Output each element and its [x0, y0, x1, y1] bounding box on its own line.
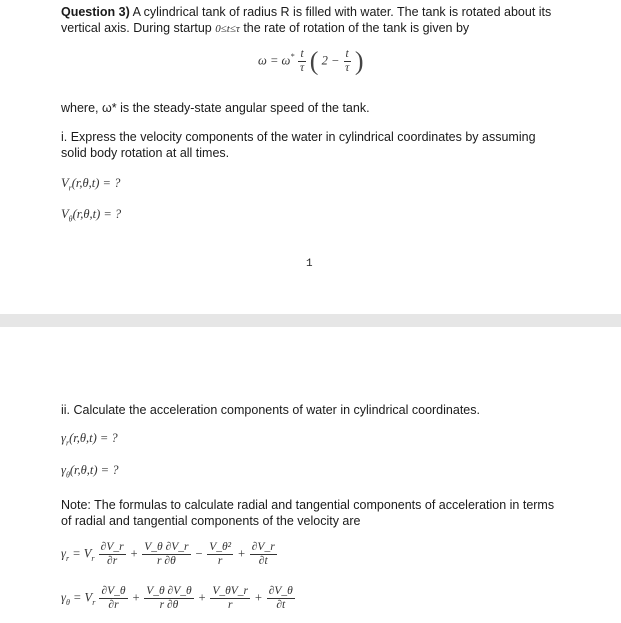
omega-equation: [258, 48, 364, 75]
eqr-op1: +: [129, 546, 139, 561]
vtheta-sub: θ: [68, 214, 73, 224]
eqr-f1-den: ∂r: [107, 555, 118, 567]
note-text: Note: The formulas to calculate radial and tangential components of acceleration in terms of radial and tangential components of the velocity are: [61, 498, 555, 528]
question-label: Question 3): [61, 5, 130, 19]
vr-expression: [61, 176, 120, 193]
eqr-eq: = V: [69, 546, 92, 561]
eqt-f1-num: ∂V_θ: [101, 585, 126, 597]
eqr-v-sub: r: [91, 553, 95, 563]
eqr-lhs-sub: r: [65, 553, 70, 563]
vtheta-symbol: V: [61, 207, 69, 221]
eqr-f2-den: r ∂θ: [157, 555, 176, 567]
gr-rest: (r,θ,t) = ?: [69, 431, 118, 445]
question-intro: [61, 4, 571, 37]
vtheta-rest: (r,θ,t) = ?: [72, 207, 122, 221]
eqr-op2: −: [194, 546, 204, 561]
page-number: 1: [306, 258, 313, 270]
eqr-frac2: [142, 541, 190, 568]
eqt-op1: +: [131, 590, 141, 605]
eqt-f2-den: r ∂θ: [159, 599, 179, 611]
vr-sub: r: [68, 183, 72, 193]
where-text: where, ω* is the steady-state angular speed of the tank.: [61, 101, 370, 115]
gr-symbol: γ: [61, 431, 66, 445]
gtheta-sub: θ: [65, 470, 70, 480]
eqt-op3: +: [254, 590, 263, 605]
part-i-text: i. Express the velocity components of the water in cylindrical coordinates by assuming solid body rotation at all times.: [61, 130, 536, 160]
eqr-frac3: [207, 541, 233, 568]
gtheta-rest: (r,θ,t) = ?: [69, 463, 119, 477]
eqt-frac1: [99, 585, 127, 612]
question-intro-tail: the rate of rotation of the tank is given by: [243, 21, 470, 35]
radial-acceleration-equation: [61, 541, 278, 568]
eqt-frac3: [210, 585, 250, 612]
vtheta-expression: [61, 207, 121, 224]
eqt-lhs: γ: [61, 590, 66, 605]
eqt-v-sub: r: [92, 597, 96, 607]
eqt-f4-num: ∂V_θ: [268, 585, 293, 597]
omega-frac1-den: τ: [300, 62, 305, 74]
omega-frac2-den: τ: [345, 62, 350, 74]
omega-frac2: [344, 48, 351, 75]
eqr-f2-num: V_θ ∂V_r: [144, 541, 189, 553]
eqr-f3-num: V_θ²: [209, 541, 232, 553]
eqr-f3-den: r: [217, 555, 223, 567]
omega-star: *: [290, 52, 295, 62]
omega-frac2-num: t: [345, 48, 349, 60]
right-paren: ): [354, 46, 364, 76]
eqt-f1-den: ∂r: [108, 599, 119, 611]
vr-rest: (r,θ,t) = ?: [71, 176, 121, 190]
page-separator: [0, 314, 621, 327]
eqr-frac4: [250, 541, 277, 568]
eqt-lhs-sub: θ: [65, 597, 70, 607]
eqr-lhs: γ: [61, 546, 66, 561]
eqr-f1-num: ∂V_r: [100, 541, 124, 553]
eqt-frac4: [267, 585, 295, 612]
eqt-f3-num: V_θV_r: [212, 585, 249, 597]
question-intro-text: A cylindrical tank of radius R is filled with water. The tank is rotated about its vertical axis. During startup: [61, 5, 552, 35]
gtheta-expression: [61, 463, 118, 480]
eqr-frac1: [99, 541, 126, 568]
eqr-f4-num: ∂V_r: [251, 541, 275, 553]
document-page-2: [0, 327, 621, 623]
gr-sub: r: [65, 438, 70, 448]
tangential-acceleration-equation: [61, 585, 296, 612]
omega-inner-left: 2 −: [321, 53, 340, 68]
eqt-frac2: [144, 585, 193, 612]
left-paren: (: [309, 46, 319, 76]
eqr-f4-den: ∂t: [258, 555, 268, 567]
eqt-f4-den: ∂t: [276, 599, 286, 611]
startup-range: 0≤t≤τ: [215, 23, 240, 35]
eqt-op2: +: [197, 590, 207, 605]
eqt-eq: = V: [69, 590, 93, 605]
part-ii-text: ii. Calculate the acceleration components of water in cylindrical coordinates.: [61, 403, 480, 417]
eqt-f2-num: V_θ ∂V_θ: [146, 585, 192, 597]
gtheta-symbol: γ: [61, 463, 66, 477]
vr-symbol: V: [61, 176, 69, 190]
omega-frac1-num: t: [300, 48, 304, 60]
gr-expression: [61, 431, 118, 448]
eqt-f3-den: r: [227, 599, 233, 611]
omega-lhs: ω = ω: [258, 53, 291, 68]
eqr-op3: +: [237, 546, 246, 561]
omega-frac1: [298, 48, 305, 75]
